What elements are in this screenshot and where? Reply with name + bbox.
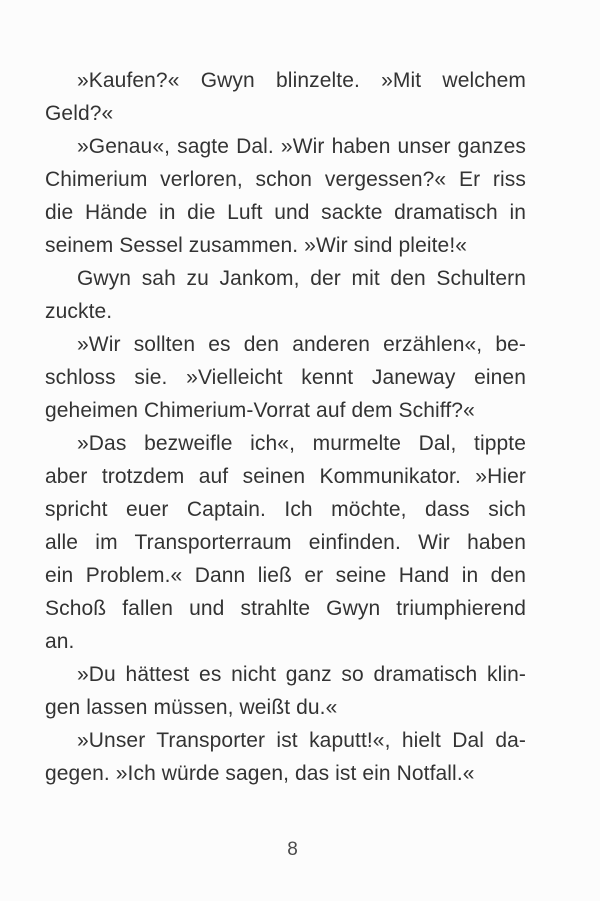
text-line: schloss sie. »Vielleicht kennt Janeway einen xyxy=(45,366,526,389)
text-line: die Hände in die Luft und sackte dramatisch in xyxy=(45,201,526,224)
text-line: »Wir sollten es den anderen erzählen«, be- xyxy=(77,333,526,356)
text-line: »Du hättest es nicht ganz so dramatisch klin- xyxy=(77,663,526,686)
text-line: gen lassen müssen, weißt du.« xyxy=(45,696,338,719)
text-line: »Kaufen?« Gwyn blinzelte. »Mit welchem xyxy=(77,69,526,92)
text-line: an. xyxy=(45,630,75,653)
text-line: spricht euer Captain. Ich möchte, dass sich xyxy=(45,498,526,521)
text-line: Gwyn sah zu Jankom, der mit den Schultern xyxy=(77,267,526,290)
text-line: seinem Sessel zusammen. »Wir sind pleite!« xyxy=(45,234,468,257)
text-line: Schoß fallen und strahlte Gwyn triumphierend xyxy=(45,597,526,620)
text-line: zuckte. xyxy=(45,300,113,323)
text-line: »Das bezweifle ich«, murmelte Dal, tippte xyxy=(77,432,526,455)
text-line: »Genau«, sagte Dal. »Wir haben unser ganzes xyxy=(77,135,526,158)
text-line: gegen. »Ich würde sagen, das ist ein Notfall.« xyxy=(45,762,475,785)
text-line: geheimen Chimerium-Vorrat auf dem Schiff?« xyxy=(45,399,475,422)
text-line: alle im Transporterraum einfinden. Wir haben xyxy=(45,531,526,554)
page-number: 8 xyxy=(287,839,298,860)
text-line: Chimerium verloren, schon vergessen?« Er riss xyxy=(45,168,526,191)
text-line: aber trotzdem auf seinen Kommunikator. »Hier xyxy=(45,465,526,488)
body-text xyxy=(45,64,526,790)
text-line: »Unser Transporter ist kaputt!«, hielt Dal da- xyxy=(77,729,526,752)
text-line: ein Problem.« Dann ließ er seine Hand in den xyxy=(45,564,526,587)
text-line: Geld?« xyxy=(45,102,114,125)
